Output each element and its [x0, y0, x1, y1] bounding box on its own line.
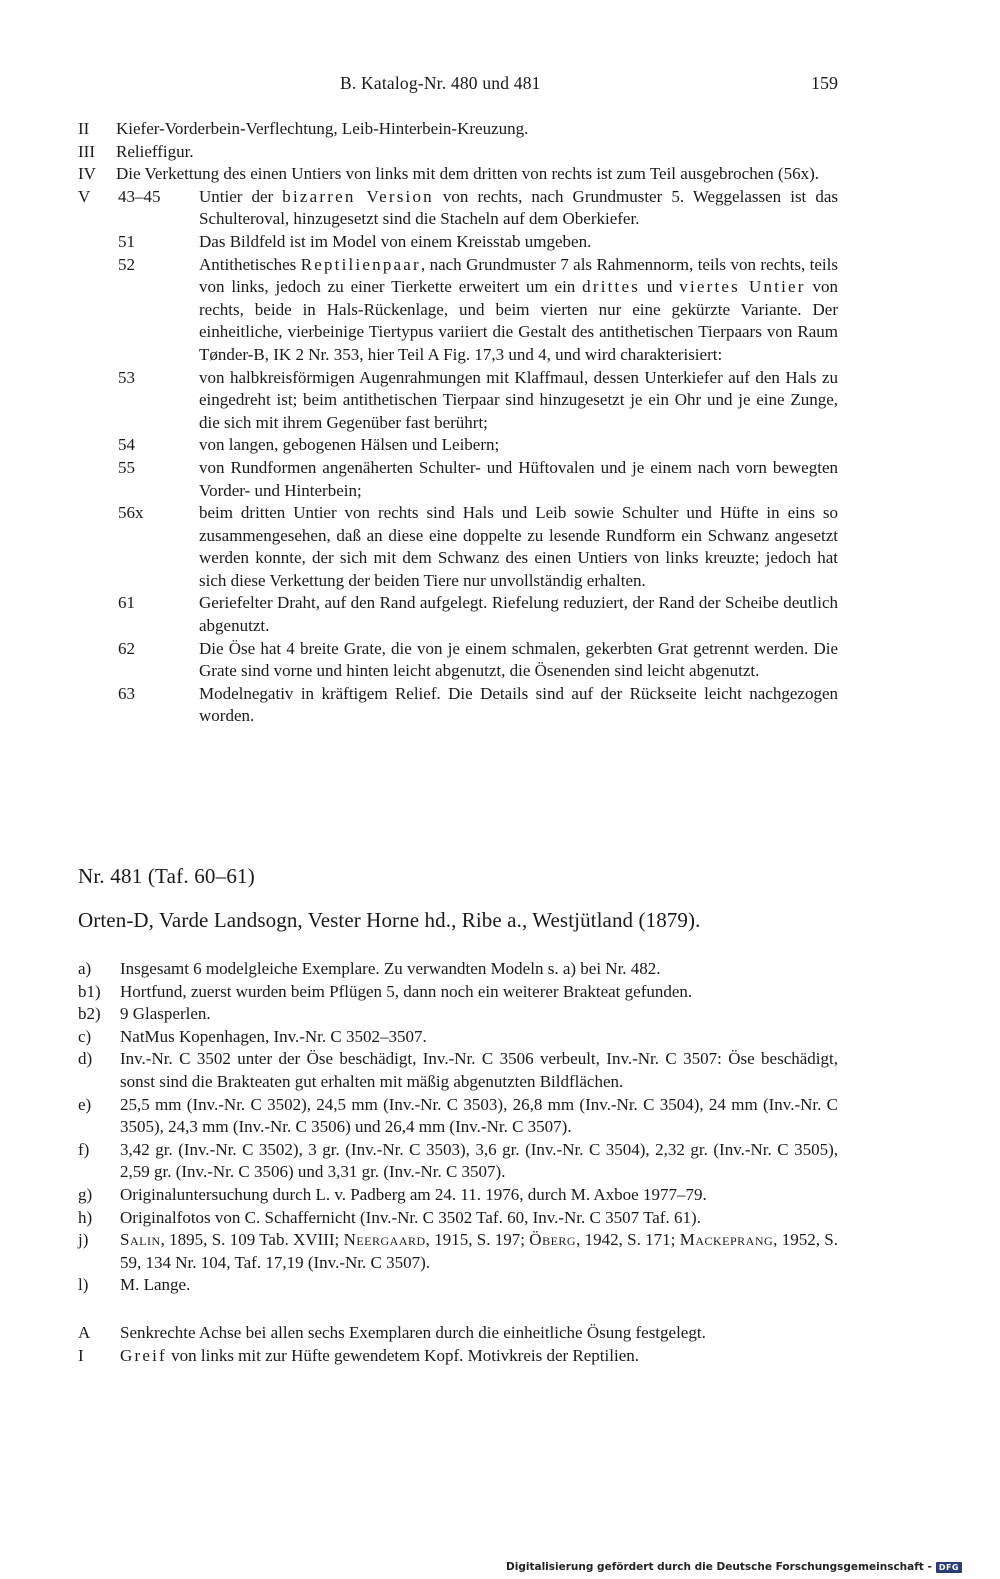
- item-key: e): [78, 1094, 92, 1114]
- author-ref: Salin: [120, 1230, 161, 1250]
- page-number: 159: [811, 73, 838, 93]
- spaced-term: drittes: [582, 277, 641, 297]
- list-item: [78, 981, 838, 1004]
- ref-text: , 1952, S. 59, 134 Nr. 104, Taf. 17,19 (Inv.-Nr. C 3507).: [120, 1230, 838, 1272]
- item-key: j): [78, 1230, 89, 1250]
- list-item: [78, 1003, 838, 1026]
- item-text: Originalfotos von C. Schaffernicht (Inv.-Nr. C 3502 Taf. 60, Inv.-Nr. C 3507 Taf. 61).: [120, 1207, 701, 1227]
- item-subkey: 62: [118, 638, 135, 658]
- item-text: Modelnegativ in kräftigem Relief. Die Details sind auf der Rückseite leicht nachgezogen worden.: [199, 683, 838, 726]
- item-text: Inv.-Nr. C 3502 unter der Öse beschädigt, Inv.-Nr. C 3506 verbeult, Inv.-Nr. C 3507: Öse beschädigt, sonst sind die Brakteaten gut erhalten mit mäßig abgenutzten Bildflächen.: [120, 1049, 838, 1091]
- item-text: 9 Glasperlen.: [120, 1004, 211, 1024]
- item-text: Kiefer-Vorderbein-Verflechtung, Leib-Hinterbein-Kreuzung.: [116, 119, 529, 138]
- item-text: 3,42 gr. (Inv.-Nr. C 3502), 3 gr. (Inv.-Nr. C 3503), 3,6 gr. (Inv.-Nr. C 3504), 2,32 gr. (Inv.-Nr. C 3505), 2,59 gr. (Inv.-Nr. C 3506) und 3,31 gr. (Inv.-Nr. C 3507).: [120, 1139, 838, 1182]
- spaced-term: bizarren Version: [282, 186, 434, 206]
- item-text: Originaluntersuchung durch L. v. Padberg am 24. 11. 1976, durch M. Axboe 1977–79.: [120, 1184, 707, 1204]
- item-subkey: 43–45: [118, 186, 161, 206]
- ref-text: , 1942, S. 171;: [576, 1230, 680, 1250]
- item-subkey: 51: [118, 231, 135, 251]
- item-text: [199, 186, 838, 231]
- list-item: [78, 1207, 838, 1230]
- item-text: [120, 1345, 838, 1368]
- v-item-53: [78, 367, 838, 435]
- item-subkey: 56x: [118, 503, 144, 523]
- item-text: Das Bildfeld ist im Model von einem Kreisstab umgeben.: [199, 231, 592, 251]
- footer-text: Digitalisierung gefördert durch die Deutsche Forschungsgemeinschaft -: [506, 1561, 932, 1573]
- item-text: Geriefelter Draht, auf den Rand aufgelegt. Riefelung reduziert, der Rand der Scheibe deutlich abgenutzt.: [199, 593, 838, 636]
- item-text: 25,5 mm (Inv.-Nr. C 3502), 24,5 mm (Inv.-Nr. C 3503), 26,8 mm (Inv.-Nr. C 3504), 24 mm (Inv.-Nr. C 3505), 24,3 mm (Inv.-Nr. C 3506) und 26,4 mm (Inv.-Nr. C 3507).: [120, 1094, 838, 1137]
- item-text: M. Lange.: [120, 1275, 191, 1295]
- v-item-62: [78, 638, 838, 683]
- item-text: Senkrechte Achse bei allen sechs Exemplaren durch die einheitliche Ösung festgelegt.: [120, 1323, 706, 1342]
- item-key: V: [78, 186, 91, 206]
- item-text: beim dritten Untier von rechts sind Hals und Leib sowie Schulter und Hüfte in eins so zusammengesehen, daß an diese eine doppelte zu lesende Rundform ein Schwanz angesetzt werden konnte, der sich mit dem Schwanz des einen Untiers von links kreuzte; jedoch hat sich diese Verkettung der beiden Tiere nur unvollständig erhalten.: [199, 503, 838, 590]
- list-item: [78, 958, 838, 981]
- item-text: [199, 254, 838, 367]
- item-key: b1): [78, 981, 101, 1001]
- item-key: g): [78, 1184, 93, 1204]
- author-ref: Öberg: [529, 1230, 577, 1250]
- item-text: Insgesamt 6 modelgleiche Exemplare. Zu verwandten Modeln s. a) bei Nr. 482.: [120, 959, 661, 978]
- list-item: [78, 1184, 838, 1207]
- list-item-references: [78, 1229, 838, 1274]
- item-key: d): [78, 1049, 93, 1069]
- list-item: [78, 118, 838, 141]
- item-key: h): [78, 1207, 93, 1227]
- item-key: III: [78, 141, 95, 161]
- text-part: und: [640, 277, 680, 297]
- list-item: [78, 1322, 838, 1345]
- list-item: [78, 1274, 838, 1297]
- item-text: [120, 1229, 838, 1274]
- item-text: von Rundformen angenäherten Schulter- und Hüftovalen und je einem nach vorn bewegten Vorder- und Hinterbein;: [199, 457, 838, 500]
- running-title: B. Katalog-Nr. 480 und 481: [340, 73, 541, 93]
- running-header: [78, 73, 838, 97]
- v-item-56x: [78, 502, 838, 592]
- v-item-55: [78, 457, 838, 502]
- item-key: l): [78, 1275, 89, 1295]
- text-part: von links mit zur Hüfte gewendetem Kopf. Motivkreis der Reptilien.: [166, 1345, 639, 1365]
- item-subkey: 55: [118, 457, 135, 477]
- ref-text: , 1895, S. 109 Tab. XVIII;: [160, 1230, 344, 1250]
- v-item-63: [78, 683, 838, 728]
- item-key: I: [78, 1345, 84, 1365]
- list-item: [78, 1345, 838, 1368]
- item-key: b2): [78, 1004, 101, 1024]
- item-text: Die Verkettung des einen Untiers von links mit dem dritten von rechts ist zum Teil ausgebrochen (56x).: [116, 164, 820, 184]
- text-part: von rechts, beide in Hals-Rückenlage, und beim vierten nur eine gekürzte Variante. Der einheitliche, vierbeinige Tiertypus variiert die Gestalt des antithetischen Tierpaars von Raum Tønder-B, IK 2 Nr. 353, hier Teil A Fig. 17,3 und 4, und wird charakterisiert:: [199, 277, 839, 364]
- item-key: a): [78, 959, 92, 978]
- digitization-footer: [506, 1559, 962, 1575]
- list-item: [78, 1094, 838, 1139]
- roman-list-top: [78, 118, 838, 728]
- v-item-51: [78, 231, 838, 254]
- list-item: [78, 141, 838, 164]
- section-location: Orten-D, Varde Landsogn, Vester Horne hd., Ribe a., Westjütland (1879).: [78, 908, 701, 932]
- spaced-term: Greif: [120, 1345, 167, 1365]
- item-subkey: 63: [118, 683, 135, 703]
- list-item: [78, 163, 838, 186]
- v-item-43-45: [78, 186, 838, 231]
- section-title: Nr. 481 (Taf. 60–61): [78, 864, 255, 888]
- list-item: [78, 1048, 838, 1093]
- spaced-term: Reptilienpaar: [300, 254, 421, 274]
- list-item: [78, 1026, 838, 1049]
- item-subkey: 61: [118, 593, 135, 613]
- roman-list-bottom: [78, 1322, 838, 1367]
- item-text: von halbkreisförmigen Augenrahmungen mit Klaffmaul, dessen Unterkiefer auf den Hals zu eingedreht ist; beim antithetischen Tierpaar sind hinzugesetzt je ein Ohr und je eine Zunge, die sich mit ihrem Gegenüber fast berührt;: [199, 367, 838, 432]
- ref-text: , 1915, S. 197;: [425, 1230, 530, 1250]
- text-part: Antithetisches: [199, 254, 301, 274]
- author-ref: Neergaard: [343, 1230, 426, 1250]
- v-item-61: [78, 592, 838, 637]
- item-key: IV: [78, 164, 96, 184]
- author-ref: Mackeprang: [679, 1230, 774, 1250]
- item-text: NatMus Kopenhagen, Inv.-Nr. C 3502–3507.: [120, 1026, 427, 1046]
- item-subkey: 52: [118, 254, 135, 274]
- lettered-list: [78, 958, 838, 1297]
- dfg-logo-icon: DFG: [936, 1562, 962, 1573]
- v-item-54: [78, 434, 838, 457]
- v-item-52: [78, 254, 838, 367]
- item-text: Relieffigur.: [116, 141, 194, 161]
- item-subkey: 53: [118, 367, 135, 387]
- item-key: f): [78, 1139, 90, 1159]
- item-text: Die Öse hat 4 breite Grate, die von je einem schmalen, gekerbten Grat getrennt werden. Die Grate sind vorne und hinten leicht abgenutzt, die Ösenenden sind leicht abgenutzt.: [199, 638, 838, 681]
- item-subkey: 54: [118, 435, 135, 455]
- text-part: Untier der: [199, 186, 283, 206]
- item-text: von langen, gebogenen Hälsen und Leibern;: [199, 435, 500, 455]
- text-part: von rechts, nach Grundmuster 5. Weggelassen ist das Schulteroval, hinzugesetzt sind die Stacheln auf dem Oberkiefer.: [199, 186, 839, 229]
- text-part: , nach Grundmuster 7 als Rahmennorm, teils von rechts, teils von links, jedoch zu einer Tierkette erweitert um ein: [199, 254, 838, 297]
- item-text: Hortfund, zuerst wurden beim Pflügen 5, dann noch ein weiterer Brakteat gefunden.: [120, 981, 693, 1001]
- item-key: c): [78, 1026, 92, 1046]
- list-item: [78, 1139, 838, 1184]
- spaced-term: viertes Untier: [679, 277, 806, 297]
- item-key: A: [78, 1323, 91, 1342]
- item-key: II: [78, 119, 90, 138]
